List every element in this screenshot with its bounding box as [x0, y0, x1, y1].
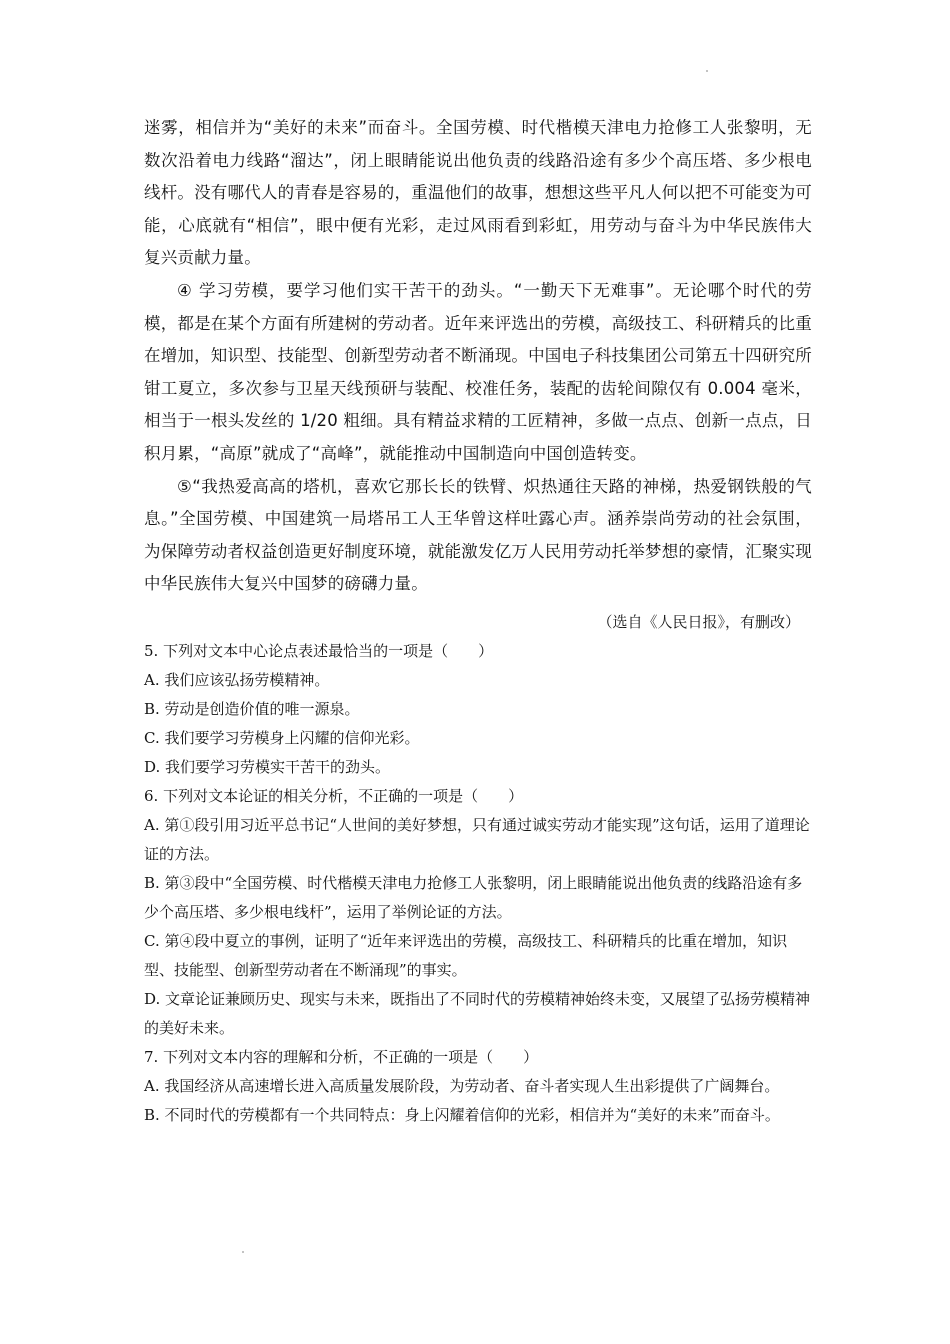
- question-7: [144, 1043, 816, 1130]
- question-list: [144, 637, 816, 1130]
- article-source: （选自《人民日报》，有删改）: [597, 613, 800, 631]
- question-stem: 5. 下列对文本中心论点表述最恰当的一项是（ ）: [144, 642, 494, 660]
- option-c: C. 我们要学习劳模身上闪耀的信仰光彩。: [144, 729, 420, 747]
- question-5: [144, 637, 816, 782]
- scan-speck: [242, 1251, 244, 1253]
- option-a: A. 我国经济从高速增长进入高质量发展阶段，为劳动者、奋斗者实现人生出彩提供了广阔舞台。: [144, 1077, 780, 1095]
- option-a: A. 我们应该弘扬劳模精神。: [144, 671, 330, 689]
- option-a: A. 第①段引用习近平总书记“人世间的美好梦想，只有通过诚实劳动才能实现”这句话，运用了道理论证的方法。: [144, 816, 810, 863]
- option-c: C. 第④段中夏立的事例，证明了“近年来评选出的劳模，高级技工、科研精兵的比重在增加，知识型、技能型、创新型劳动者在不断涌现”的事实。: [144, 932, 788, 979]
- article-paragraph-5: ⑤“我热爱高高的塔机，喜欢它那长长的铁臂、炽热通往天路的神梯，热爱钢铁般的气息。”全国劳模、中国建筑一局塔吊工人王华曾这样吐露心声。涵养崇尚劳动的社会氛围，为保障劳动者权益创造更好制度环境，就能激发亿万人民用劳动托举梦想的豪情，汇聚实现中华民族伟大复兴中国梦的磅礴力量。: [144, 476, 812, 594]
- option-b: B. 第③段中“全国劳模、时代楷模天津电力抢修工人张黎明，闭上眼睛能说出他负责的线路沿途有多少个高压塔、多少根电线杆”，运用了举例论证的方法。: [144, 874, 803, 921]
- scan-speck: [706, 70, 708, 72]
- question-stem: 7. 下列对文本内容的理解和分析，不正确的一项是（ ）: [144, 1048, 539, 1066]
- article-paragraph-3-continued: 迷雾，相信并为“美好的未来”而奋斗。全国劳模、时代楷模天津电力抢修工人张黎明，无数次沿着电力线路“溜达”，闭上眼睛能说出他负责的线路沿途有多少个高压塔、多少根电线杆。没有哪代人的青春是容易的，重温他们的故事，想想这些平凡人何以把不可能变为可能，心底就有“相信”，眼中便有光彩，走过风雨看到彩虹，用劳动与奋斗为中华民族伟大复兴贡献力量。: [144, 118, 812, 268]
- question-stem: 6. 下列对文本论证的相关分析，不正确的一项是（ ）: [144, 787, 524, 805]
- question-6: [144, 782, 816, 1043]
- article-paragraph-4: ④ 学习劳模，要学习他们实干苦干的劲头。“一勤天下无难事”。无论哪个时代的劳模，都是在某个方面有所建树的劳动者。近年来评选出的劳模，高级技工、科研精兵的比重在增加，知识型、技能型、创新型劳动者不断涌现。中国电子科技集团公司第五十四研究所钳工夏立，多次参与卫星天线预研与装配、校准任务，装配的齿轮间隙仅有 0.004 毫米，相当于一根头发丝的 1/20 粗细。具有精益求精的工匠精神，多做一点点、创新一点点，日积月累，“高原”就成了“高峰”，就能推动中国制造向中国创造转变。: [144, 280, 812, 463]
- option-d: D. 文章论证兼顾历史、现实与未来，既指出了不同时代的劳模精神始终未变，又展望了弘扬劳模精神的美好未来。: [144, 990, 811, 1037]
- article-body: [144, 112, 812, 601]
- option-b: B. 劳动是创造价值的唯一源泉。: [144, 700, 360, 718]
- option-d: D. 我们要学习劳模实干苦干的劲头。: [144, 758, 391, 776]
- option-b: B. 不同时代的劳模都有一个共同特点：身上闪耀着信仰的光彩，相信并为“美好的未来”而奋斗。: [144, 1106, 780, 1124]
